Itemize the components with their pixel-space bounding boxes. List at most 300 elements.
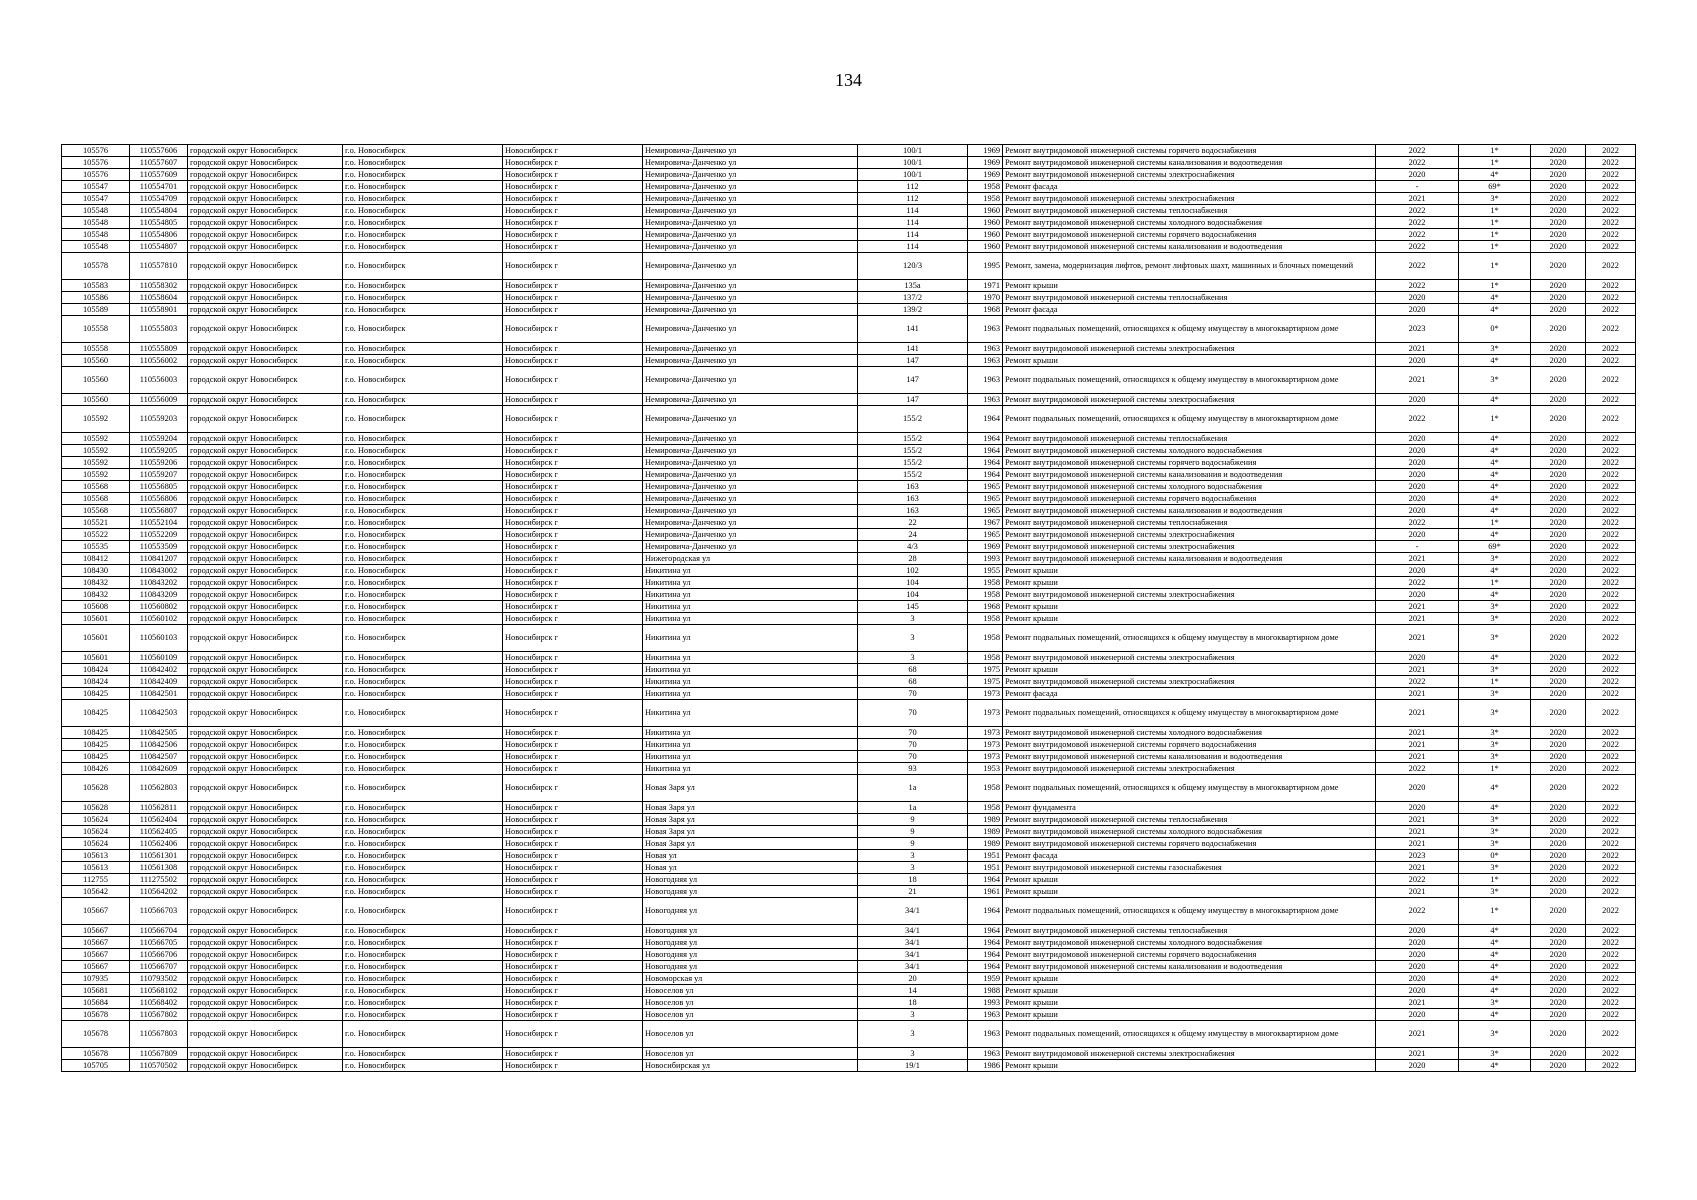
cell-building-id: 105613: [62, 850, 130, 862]
cell-build-year: 1968: [968, 601, 1003, 613]
cell-planned-year: 2021: [1376, 193, 1459, 205]
cell-building-id: 105624: [62, 826, 130, 838]
cell-period-start: 2020: [1531, 700, 1586, 727]
cell-period-start: 2020: [1531, 838, 1586, 850]
cell-period-end: 2022: [1586, 1009, 1636, 1021]
cell-locality: Новосибирск г: [503, 727, 643, 739]
cell-street: Немировича-Данченко ул: [643, 292, 858, 304]
cell-work-type: Ремонт внутридомовой инженерной системы электроснабжения: [1003, 589, 1376, 601]
cell-district: г.о. Новосибирск: [343, 826, 503, 838]
cell-house-number: 34/1: [858, 898, 968, 925]
cell-municipality: городской округ Новосибирск: [188, 280, 343, 292]
cell-street: Немировича-Данченко ул: [643, 457, 858, 469]
cell-district: г.о. Новосибирск: [343, 529, 503, 541]
cell-district: г.о. Новосибирск: [343, 898, 503, 925]
cell-work-type: Ремонт внутридомовой инженерной системы теплоснабжения: [1003, 292, 1376, 304]
cell-house-number: 104: [858, 589, 968, 601]
cell-house-number: 3: [858, 850, 968, 862]
cell-street: Никитина ул: [643, 565, 858, 577]
cell-planned-year: 2022: [1376, 253, 1459, 280]
table-row: [62, 481, 1636, 493]
cell-building-id: 105592: [62, 469, 130, 481]
cell-element-id: 110793502: [130, 973, 188, 985]
cell-work-type: Ремонт крыши: [1003, 577, 1376, 589]
cell-planned-year: 2020: [1376, 529, 1459, 541]
cell-planned-year: 2021: [1376, 367, 1459, 394]
table-row: [62, 625, 1636, 652]
cell-element-id: 110559204: [130, 433, 188, 445]
cell-house-number: 18: [858, 874, 968, 886]
cell-street: Немировича-Данченко ул: [643, 157, 858, 169]
cell-period-end: 2022: [1586, 367, 1636, 394]
cell-street: Немировича-Данченко ул: [643, 469, 858, 481]
cell-street: Никитина ул: [643, 652, 858, 664]
cell-work-type: Ремонт подвальных помещений, относящихся к общему имуществу в многоквартирном доме: [1003, 625, 1376, 652]
cell-planned-year: 2020: [1376, 505, 1459, 517]
page-number: 134: [835, 70, 862, 90]
cell-priority-mark: 1*: [1459, 577, 1531, 589]
cell-build-year: 1973: [968, 739, 1003, 751]
cell-street: Никитина ул: [643, 589, 858, 601]
cell-house-number: 28: [858, 553, 968, 565]
cell-street: Немировича-Данченко ул: [643, 205, 858, 217]
cell-street: Новогодняя ул: [643, 898, 858, 925]
cell-building-id: 105560: [62, 355, 130, 367]
cell-priority-mark: 4*: [1459, 529, 1531, 541]
cell-period-end: 2022: [1586, 886, 1636, 898]
cell-planned-year: 2022: [1376, 577, 1459, 589]
cell-period-end: 2022: [1586, 997, 1636, 1009]
cell-element-id: 110570502: [130, 1060, 188, 1072]
table-row: [62, 985, 1636, 997]
cell-district: г.о. Новосибирск: [343, 394, 503, 406]
cell-priority-mark: 1*: [1459, 406, 1531, 433]
cell-district: г.о. Новосибирск: [343, 193, 503, 205]
cell-element-id: 110562406: [130, 838, 188, 850]
cell-house-number: 20: [858, 973, 968, 985]
table-row: [62, 949, 1636, 961]
cell-build-year: 1989: [968, 814, 1003, 826]
cell-work-type: Ремонт фундамента: [1003, 802, 1376, 814]
cell-period-start: 2020: [1531, 1048, 1586, 1060]
cell-locality: Новосибирск г: [503, 577, 643, 589]
cell-work-type: Ремонт внутридомовой инженерной системы электроснабжения: [1003, 529, 1376, 541]
cell-municipality: городской округ Новосибирск: [188, 355, 343, 367]
cell-municipality: городской округ Новосибирск: [188, 316, 343, 343]
cell-house-number: 3: [858, 1009, 968, 1021]
cell-street: Новогодняя ул: [643, 961, 858, 973]
cell-locality: Новосибирск г: [503, 157, 643, 169]
cell-house-number: 139/2: [858, 304, 968, 316]
cell-building-id: 108432: [62, 589, 130, 601]
cell-planned-year: 2022: [1376, 145, 1459, 157]
cell-priority-mark: 3*: [1459, 625, 1531, 652]
table-row: [62, 589, 1636, 601]
cell-period-end: 2022: [1586, 457, 1636, 469]
cell-period-start: 2020: [1531, 406, 1586, 433]
table-row: [62, 937, 1636, 949]
cell-locality: Новосибирск г: [503, 445, 643, 457]
cell-house-number: 147: [858, 367, 968, 394]
cell-planned-year: 2022: [1376, 874, 1459, 886]
cell-period-start: 2020: [1531, 886, 1586, 898]
cell-element-id: 110561301: [130, 850, 188, 862]
cell-building-id: 105568: [62, 481, 130, 493]
cell-planned-year: 2020: [1376, 469, 1459, 481]
cell-work-type: Ремонт крыши: [1003, 886, 1376, 898]
cell-period-end: 2022: [1586, 304, 1636, 316]
table-row: [62, 529, 1636, 541]
cell-municipality: городской округ Новосибирск: [188, 406, 343, 433]
cell-period-end: 2022: [1586, 145, 1636, 157]
cell-priority-mark: 4*: [1459, 493, 1531, 505]
cell-work-type: Ремонт внутридомовой инженерной системы горячего водоснабжения: [1003, 739, 1376, 751]
cell-priority-mark: 3*: [1459, 343, 1531, 355]
cell-work-type: Ремонт крыши: [1003, 1060, 1376, 1072]
cell-element-id: 110566703: [130, 898, 188, 925]
cell-period-start: 2020: [1531, 961, 1586, 973]
cell-work-type: Ремонт внутридомовой инженерной системы канализования и водоотведения: [1003, 505, 1376, 517]
cell-locality: Новосибирск г: [503, 937, 643, 949]
cell-building-id: 105568: [62, 505, 130, 517]
cell-municipality: городской округ Новосибирск: [188, 493, 343, 505]
cell-work-type: Ремонт внутридомовой инженерной системы горячего водоснабжения: [1003, 145, 1376, 157]
cell-locality: Новосибирск г: [503, 481, 643, 493]
cell-locality: Новосибирск г: [503, 850, 643, 862]
cell-municipality: городской округ Новосибирск: [188, 169, 343, 181]
cell-element-id: 110552104: [130, 517, 188, 529]
cell-build-year: 1964: [968, 457, 1003, 469]
cell-element-id: 110558302: [130, 280, 188, 292]
cell-work-type: Ремонт внутридомовой инженерной системы электроснабжения: [1003, 394, 1376, 406]
cell-street: Немировича-Данченко ул: [643, 445, 858, 457]
cell-work-type: Ремонт внутридомовой инженерной системы газоснабжения: [1003, 862, 1376, 874]
cell-municipality: городской округ Новосибирск: [188, 898, 343, 925]
cell-municipality: городской округ Новосибирск: [188, 541, 343, 553]
cell-work-type: Ремонт внутридомовой инженерной системы электроснабжения: [1003, 541, 1376, 553]
cell-street: Новая Заря ул: [643, 775, 858, 802]
cell-house-number: 100/1: [858, 145, 968, 157]
cell-street: Немировича-Данченко ул: [643, 367, 858, 394]
cell-locality: Новосибирск г: [503, 181, 643, 193]
cell-planned-year: 2021: [1376, 814, 1459, 826]
table-row: [62, 457, 1636, 469]
cell-element-id: 110562811: [130, 802, 188, 814]
cell-period-start: 2020: [1531, 925, 1586, 937]
cell-period-start: 2020: [1531, 949, 1586, 961]
cell-locality: Новосибирск г: [503, 925, 643, 937]
cell-building-id: 108425: [62, 739, 130, 751]
cell-district: г.о. Новосибирск: [343, 874, 503, 886]
cell-municipality: городской округ Новосибирск: [188, 457, 343, 469]
cell-street: Немировича-Данченко ул: [643, 229, 858, 241]
cell-period-end: 2022: [1586, 814, 1636, 826]
cell-locality: Новосибирск г: [503, 394, 643, 406]
cell-priority-mark: 3*: [1459, 553, 1531, 565]
cell-planned-year: 2022: [1376, 676, 1459, 688]
cell-district: г.о. Новосибирск: [343, 664, 503, 676]
cell-planned-year: 2021: [1376, 886, 1459, 898]
cell-district: г.о. Новосибирск: [343, 997, 503, 1009]
cell-municipality: городской округ Новосибирск: [188, 949, 343, 961]
cell-element-id: 110842507: [130, 751, 188, 763]
cell-period-end: 2022: [1586, 802, 1636, 814]
cell-street: Новоморская ул: [643, 973, 858, 985]
cell-period-start: 2020: [1531, 775, 1586, 802]
cell-district: г.о. Новосибирск: [343, 217, 503, 229]
cell-element-id: 110843002: [130, 565, 188, 577]
table-row: [62, 367, 1636, 394]
cell-work-type: Ремонт подвальных помещений, относящихся к общему имуществу в многоквартирном доме: [1003, 1021, 1376, 1048]
cell-building-id: 105592: [62, 433, 130, 445]
cell-municipality: городской округ Новосибирск: [188, 814, 343, 826]
cell-district: г.о. Новосибирск: [343, 676, 503, 688]
cell-period-end: 2022: [1586, 838, 1636, 850]
cell-district: г.о. Новосибирск: [343, 157, 503, 169]
cell-priority-mark: 4*: [1459, 961, 1531, 973]
cell-period-start: 2020: [1531, 1060, 1586, 1072]
cell-element-id: 110842609: [130, 763, 188, 775]
cell-element-id: 110552209: [130, 529, 188, 541]
cell-work-type: Ремонт крыши: [1003, 355, 1376, 367]
cell-house-number: 114: [858, 241, 968, 253]
cell-period-end: 2022: [1586, 541, 1636, 553]
cell-period-end: 2022: [1586, 973, 1636, 985]
cell-period-start: 2020: [1531, 826, 1586, 838]
cell-period-end: 2022: [1586, 316, 1636, 343]
cell-build-year: 1963: [968, 1009, 1003, 1021]
cell-district: г.о. Новосибирск: [343, 700, 503, 727]
cell-period-start: 2020: [1531, 874, 1586, 886]
cell-build-year: 1964: [968, 433, 1003, 445]
cell-house-number: 3: [858, 1021, 968, 1048]
cell-priority-mark: 1*: [1459, 145, 1531, 157]
cell-street: Новая Заря ул: [643, 826, 858, 838]
cell-period-start: 2020: [1531, 565, 1586, 577]
cell-period-start: 2020: [1531, 727, 1586, 739]
cell-period-end: 2022: [1586, 601, 1636, 613]
cell-build-year: 1967: [968, 517, 1003, 529]
cell-priority-mark: 3*: [1459, 193, 1531, 205]
cell-build-year: 1958: [968, 193, 1003, 205]
cell-element-id: 110842402: [130, 664, 188, 676]
cell-district: г.о. Новосибирск: [343, 292, 503, 304]
cell-house-number: 1а: [858, 775, 968, 802]
cell-priority-mark: 4*: [1459, 505, 1531, 517]
cell-planned-year: 2022: [1376, 406, 1459, 433]
cell-period-end: 2022: [1586, 652, 1636, 664]
cell-district: г.о. Новосибирск: [343, 601, 503, 613]
cell-build-year: 1963: [968, 394, 1003, 406]
cell-street: Немировича-Данченко ул: [643, 181, 858, 193]
table-row: [62, 469, 1636, 481]
cell-element-id: 110843202: [130, 577, 188, 589]
table-row: [62, 850, 1636, 862]
cell-street: Никитина ул: [643, 751, 858, 763]
cell-priority-mark: 4*: [1459, 481, 1531, 493]
cell-planned-year: 2021: [1376, 553, 1459, 565]
cell-street: Никитина ул: [643, 688, 858, 700]
cell-period-start: 2020: [1531, 763, 1586, 775]
cell-period-end: 2022: [1586, 217, 1636, 229]
cell-period-end: 2022: [1586, 961, 1636, 973]
cell-municipality: городской округ Новосибирск: [188, 469, 343, 481]
cell-build-year: 1965: [968, 505, 1003, 517]
table-row: [62, 664, 1636, 676]
cell-priority-mark: 3*: [1459, 688, 1531, 700]
table-row: [62, 700, 1636, 727]
cell-period-start: 2020: [1531, 217, 1586, 229]
cell-municipality: городской округ Новосибирск: [188, 394, 343, 406]
cell-work-type: Ремонт внутридомовой инженерной системы холодного водоснабжения: [1003, 445, 1376, 457]
cell-build-year: 1958: [968, 625, 1003, 652]
cell-work-type: Ремонт крыши: [1003, 280, 1376, 292]
cell-priority-mark: 3*: [1459, 601, 1531, 613]
cell-element-id: 110554807: [130, 241, 188, 253]
cell-work-type: Ремонт внутридомовой инженерной системы теплоснабжения: [1003, 205, 1376, 217]
cell-district: г.о. Новосибирск: [343, 367, 503, 394]
cell-municipality: городской округ Новосибирск: [188, 802, 343, 814]
cell-municipality: городской округ Новосибирск: [188, 145, 343, 157]
cell-street: Немировича-Данченко ул: [643, 193, 858, 205]
table-row: [62, 445, 1636, 457]
cell-build-year: 1955: [968, 565, 1003, 577]
cell-municipality: городской округ Новосибирск: [188, 925, 343, 937]
table-row: [62, 652, 1636, 664]
cell-period-start: 2020: [1531, 613, 1586, 625]
cell-district: г.о. Новосибирск: [343, 1021, 503, 1048]
table-row: [62, 253, 1636, 280]
cell-municipality: городской округ Новосибирск: [188, 727, 343, 739]
cell-element-id: 110556805: [130, 481, 188, 493]
table-row: [62, 406, 1636, 433]
cell-build-year: 1973: [968, 688, 1003, 700]
cell-period-end: 2022: [1586, 292, 1636, 304]
cell-municipality: городской округ Новосибирск: [188, 886, 343, 898]
cell-house-number: 3: [858, 625, 968, 652]
cell-municipality: городской округ Новосибирск: [188, 700, 343, 727]
cell-building-id: 105576: [62, 145, 130, 157]
cell-period-start: 2020: [1531, 481, 1586, 493]
cell-building-id: 105684: [62, 997, 130, 1009]
cell-work-type: Ремонт внутридомовой инженерной системы канализования и водоотведения: [1003, 553, 1376, 565]
cell-building-id: 105560: [62, 367, 130, 394]
cell-period-start: 2020: [1531, 205, 1586, 217]
cell-street: Немировича-Данченко ул: [643, 145, 858, 157]
cell-work-type: Ремонт внутридомовой инженерной системы горячего водоснабжения: [1003, 229, 1376, 241]
cell-element-id: 110559207: [130, 469, 188, 481]
cell-house-number: 70: [858, 739, 968, 751]
cell-work-type: Ремонт внутридомовой инженерной системы канализования и водоотведения: [1003, 961, 1376, 973]
cell-element-id: 110842505: [130, 727, 188, 739]
cell-municipality: городской округ Новосибирск: [188, 850, 343, 862]
cell-district: г.о. Новосибирск: [343, 253, 503, 280]
cell-period-end: 2022: [1586, 355, 1636, 367]
cell-period-end: 2022: [1586, 739, 1636, 751]
cell-element-id: 110554701: [130, 181, 188, 193]
cell-locality: Новосибирск г: [503, 625, 643, 652]
cell-locality: Новосибирск г: [503, 739, 643, 751]
cell-period-start: 2020: [1531, 367, 1586, 394]
cell-build-year: 1961: [968, 886, 1003, 898]
table-row: [62, 601, 1636, 613]
cell-element-id: 110567803: [130, 1021, 188, 1048]
cell-house-number: 155/2: [858, 469, 968, 481]
cell-priority-mark: 4*: [1459, 292, 1531, 304]
cell-municipality: городской округ Новосибирск: [188, 1060, 343, 1072]
cell-priority-mark: 4*: [1459, 1060, 1531, 1072]
cell-house-number: 70: [858, 700, 968, 727]
cell-locality: Новосибирск г: [503, 217, 643, 229]
cell-period-start: 2020: [1531, 529, 1586, 541]
cell-building-id: 105558: [62, 343, 130, 355]
cell-building-id: 105681: [62, 985, 130, 997]
cell-locality: Новосибирск г: [503, 169, 643, 181]
cell-priority-mark: 1*: [1459, 874, 1531, 886]
cell-work-type: Ремонт фасада: [1003, 688, 1376, 700]
table-row: [62, 280, 1636, 292]
cell-build-year: 1958: [968, 181, 1003, 193]
table-row: [62, 814, 1636, 826]
cell-municipality: городской округ Новосибирск: [188, 601, 343, 613]
repair-program-table: [61, 144, 1636, 1072]
cell-building-id: 105592: [62, 457, 130, 469]
cell-street: Немировича-Данченко ул: [643, 529, 858, 541]
cell-period-end: 2022: [1586, 1060, 1636, 1072]
cell-element-id: 110842506: [130, 739, 188, 751]
cell-period-start: 2020: [1531, 394, 1586, 406]
cell-street: Новая ул: [643, 862, 858, 874]
cell-planned-year: 2021: [1376, 1048, 1459, 1060]
cell-locality: Новосибирск г: [503, 406, 643, 433]
cell-period-start: 2020: [1531, 664, 1586, 676]
cell-work-type: Ремонт внутридомовой инженерной системы горячего водоснабжения: [1003, 949, 1376, 961]
cell-municipality: городской округ Новосибирск: [188, 937, 343, 949]
cell-planned-year: 2020: [1376, 445, 1459, 457]
cell-house-number: 34/1: [858, 925, 968, 937]
cell-priority-mark: 4*: [1459, 457, 1531, 469]
table-row: [62, 541, 1636, 553]
cell-planned-year: 2021: [1376, 751, 1459, 763]
cell-period-start: 2020: [1531, 241, 1586, 253]
cell-period-start: 2020: [1531, 433, 1586, 445]
cell-house-number: 147: [858, 394, 968, 406]
cell-period-start: 2020: [1531, 316, 1586, 343]
cell-municipality: городской округ Новосибирск: [188, 751, 343, 763]
cell-period-start: 2020: [1531, 937, 1586, 949]
cell-build-year: 1965: [968, 481, 1003, 493]
cell-district: г.о. Новосибирск: [343, 205, 503, 217]
cell-planned-year: 2022: [1376, 241, 1459, 253]
cell-period-start: 2020: [1531, 850, 1586, 862]
cell-house-number: 70: [858, 688, 968, 700]
cell-build-year: 1951: [968, 862, 1003, 874]
table-row: [62, 763, 1636, 775]
cell-element-id: 110556806: [130, 493, 188, 505]
cell-building-id: 108424: [62, 664, 130, 676]
cell-municipality: городской округ Новосибирск: [188, 565, 343, 577]
cell-work-type: Ремонт внутридомовой инженерной системы электроснабжения: [1003, 676, 1376, 688]
cell-district: г.о. Новосибирск: [343, 751, 503, 763]
cell-element-id: 110557609: [130, 169, 188, 181]
cell-street: Никитина ул: [643, 625, 858, 652]
cell-build-year: 1958: [968, 589, 1003, 601]
cell-priority-mark: 4*: [1459, 169, 1531, 181]
cell-locality: Новосибирск г: [503, 1060, 643, 1072]
cell-period-end: 2022: [1586, 205, 1636, 217]
cell-element-id: 110560802: [130, 601, 188, 613]
cell-planned-year: 2022: [1376, 763, 1459, 775]
